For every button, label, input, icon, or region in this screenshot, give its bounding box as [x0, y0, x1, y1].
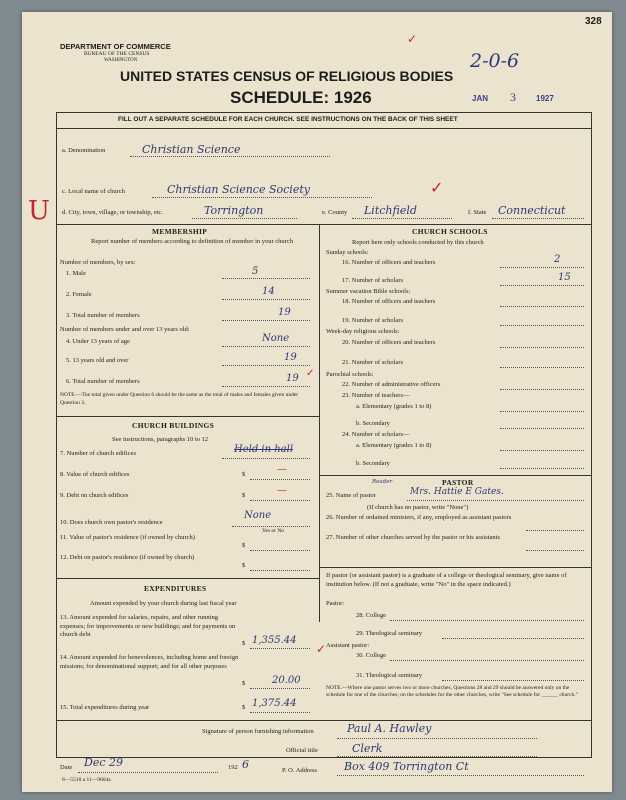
q3-value: 19: [278, 307, 291, 318]
q10-hint: Yes or No: [262, 528, 285, 534]
q17-label: 17. Number of scholars: [342, 277, 404, 284]
q17-value: 15: [558, 272, 571, 283]
members-by-age-label: Number of members under and over 13 years old:: [60, 326, 190, 333]
instruction-line: FILL OUT A SEPARATE SCHEDULE FOR EACH CHURCH. SEE INSTRUCTIONS ON THE BACK OF THIS SHEET: [118, 116, 458, 123]
denomination-value: Christian Science: [142, 143, 241, 156]
q13-currency: $: [242, 640, 246, 647]
q13-label: 13. Amount expended for salaries, repairs, and other running expenses; for improvements or new buildings; and for payments on church debt: [60, 614, 236, 638]
assistant-sub-label: Assistant pastor:: [326, 642, 370, 649]
q2-value: 14: [262, 286, 275, 297]
q22-label: 22. Number of administrative officers: [342, 381, 441, 388]
weekday-schools-label: Week-day religious schools:: [326, 328, 400, 335]
q1-label: 1. Male: [66, 270, 86, 277]
q15-value: 1,375.44: [252, 698, 297, 709]
local-name-label: c. Local name of church: [62, 188, 125, 195]
red-check-mark-2: ✓: [430, 180, 444, 197]
buildings-title: CHURCH BUILDINGS: [132, 421, 215, 430]
denomination-label: a. Denomination: [62, 147, 106, 154]
date-label: Date: [60, 764, 73, 771]
q25-prefix: Reader: [372, 479, 393, 485]
city-label: d. City, town, village, or township, etc.: [62, 209, 164, 216]
q30-label: 30. College: [356, 652, 386, 659]
q1-value: 5: [252, 266, 259, 277]
q5-label: 5. 13 years old and over: [66, 357, 129, 364]
q24-label: 24. Number of scholars—: [342, 431, 410, 438]
q7-value: Held in hall: [234, 444, 294, 455]
schools-intro: Report here only schools conducted by this church: [352, 239, 484, 246]
official-title-value: Clerk: [352, 742, 383, 755]
q16-label: 16. Number of officers and teachers: [342, 259, 436, 266]
county-value: Litchfield: [364, 204, 417, 217]
stamp-year: 1927: [536, 94, 554, 103]
margin-mark: U: [28, 196, 50, 226]
q3-label: 3. Total number of members: [66, 312, 140, 319]
stamp-month: JAN: [472, 94, 489, 103]
schedule-number: 328: [585, 16, 602, 27]
pastor-note: NOTE.—Where one pastor serves two or more churches, Questions 28 and 29 should be answered only on the schedule for one of the churches; on the schedules for the other churches, write "See schedule for ______ church.": [326, 685, 578, 698]
q9-currency: $: [242, 492, 246, 499]
address-value: Box 409 Torrington Ct: [344, 760, 469, 773]
summer-schools-label: Summer vacation Bible schools:: [326, 288, 411, 295]
q8-label: 8. Value of church edifices: [60, 471, 130, 478]
city-value: Torrington: [204, 204, 264, 217]
handwritten-code: 2-0-6: [470, 50, 520, 72]
q28-label: 28. College: [356, 612, 386, 619]
q16-value: 2: [554, 254, 561, 265]
signature-label: Signature of person furnishing information: [202, 728, 314, 735]
official-title-label: Official title: [286, 747, 318, 754]
q10-value: None: [244, 510, 272, 521]
q26-label: 26. Number of ordained ministers, if any, employed as assistant pastors: [326, 514, 512, 521]
year-value: 6: [242, 758, 249, 771]
q7-label: 7. Number of church edifices: [60, 450, 136, 457]
q15-currency: $: [242, 704, 246, 711]
q23a-label: a. Elementary (grades 1 to 8): [356, 403, 432, 410]
q12-label: 12. Debt on pastor's residence (if owned by church): [60, 554, 195, 561]
date-value: Dec 29: [84, 756, 123, 769]
q13-value: 1,355.44: [252, 635, 297, 646]
q4-value: None: [262, 333, 290, 344]
q14-currency: $: [242, 680, 246, 687]
census-schedule-sheet: [22, 12, 612, 792]
q20-label: 20. Number of officers and teachers: [342, 339, 436, 346]
q6-label: 6. Total number of members: [66, 378, 140, 385]
q10-label: 10. Does church own pastor's residence: [60, 519, 163, 526]
q27-label: 27. Number of other churches served by the pastor or his assistants: [326, 534, 501, 541]
q23b-label: b. Secondary: [356, 420, 390, 427]
q6-value: 19: [286, 373, 299, 384]
print-code: 8—5518 a 11—9604a: [62, 777, 111, 783]
graduate-note: If pastor (or assistant pastor) is a graduate of a college or theological seminary, give name of institution below. (If not a graduate, write "No" in the space indicated.): [326, 572, 567, 588]
address-label: P. O. Address: [282, 767, 318, 774]
q29-label: 29. Theological seminary: [356, 630, 423, 637]
q14-label: 14. Amount expended for benevolences, including home and foreign missions; for denominational support; and for all other purposes: [60, 654, 239, 670]
parochial-schools-label: Parochial schools:: [326, 371, 374, 378]
department-name: DEPARTMENT OF COMMERCE: [60, 42, 171, 51]
q24a-label: a. Elementary (grades 1 to 8): [356, 442, 432, 449]
q8-value: —: [277, 464, 287, 475]
q25-value: Mrs. Hattie E Gates.: [410, 487, 504, 497]
buildings-intro: See instructions, paragraphs 10 to 12: [112, 436, 209, 443]
red-tick-q6: ✓: [306, 368, 315, 379]
q11-currency: $: [242, 542, 246, 549]
q18-label: 18. Number of officers and teachers: [342, 298, 436, 305]
q24b-label: b. Secondary: [356, 460, 390, 467]
q14-value: 20.00: [272, 675, 301, 686]
stamp-day: 3: [510, 90, 516, 104]
signature-value: Paul A. Hawley: [347, 722, 432, 735]
red-tick-pastor: ✓: [316, 642, 327, 656]
q15-label: 15. Total expenditures during year: [60, 704, 150, 711]
q9-value: —: [277, 485, 287, 496]
expenditures-intro: Amount expended by your church during last fiscal year: [90, 600, 237, 607]
pastor-sub-label: Pastor:: [326, 600, 345, 607]
form-title: UNITED STATES CENSUS OF RELIGIOUS BODIES: [120, 68, 454, 84]
q23-label: 23. Number of teachers—: [342, 392, 410, 399]
local-name-value: Christian Science Society: [167, 183, 310, 196]
schools-title: CHURCH SCHOOLS: [412, 227, 488, 236]
q11-label: 11. Value of pastor's residence (if owned by church): [60, 534, 195, 541]
q25-hint: (If church has no pastor, write "None"): [367, 504, 469, 511]
q12-currency: $: [242, 562, 246, 569]
state-value: Connecticut: [498, 204, 566, 217]
bureau-city: WASHINGTON: [104, 58, 138, 63]
county-label: e. County: [322, 209, 348, 216]
q19-label: 19. Number of scholars: [342, 317, 404, 324]
q31-label: 31. Theological seminary: [356, 672, 423, 679]
membership-title: MEMBERSHIP: [152, 227, 208, 236]
q5-value: 19: [284, 352, 297, 363]
q2-label: 2. Female: [66, 291, 92, 298]
q25-label: 25. Name of pastor: [326, 492, 376, 499]
membership-intro: Report number of members according to definition of member in your church: [91, 238, 293, 245]
red-check-mark: ✓: [407, 32, 418, 46]
sunday-schools-label: Sunday schools:: [326, 249, 369, 256]
schedule-title: SCHEDULE: 1926: [230, 88, 372, 107]
state-label: f. State: [468, 209, 487, 216]
q8-currency: $: [242, 471, 246, 478]
expenditures-title: EXPENDITURES: [144, 584, 207, 593]
bureau-name: BUREAU OF THE CENSUS: [84, 51, 150, 57]
members-by-sex-label: Number of members, by sex:: [60, 259, 136, 266]
membership-note: NOTE.—The total given under Question 6 should be the same as the total of males and females given under Question 3.: [60, 392, 299, 406]
q21-label: 21. Number of scholars: [342, 359, 404, 366]
pastor-title: PASTOR: [442, 478, 474, 487]
q4-label: 4. Under 13 years of age: [66, 338, 130, 345]
year-prefix: 192: [228, 764, 238, 771]
q9-label: 9. Debt on church edifices: [60, 492, 129, 499]
